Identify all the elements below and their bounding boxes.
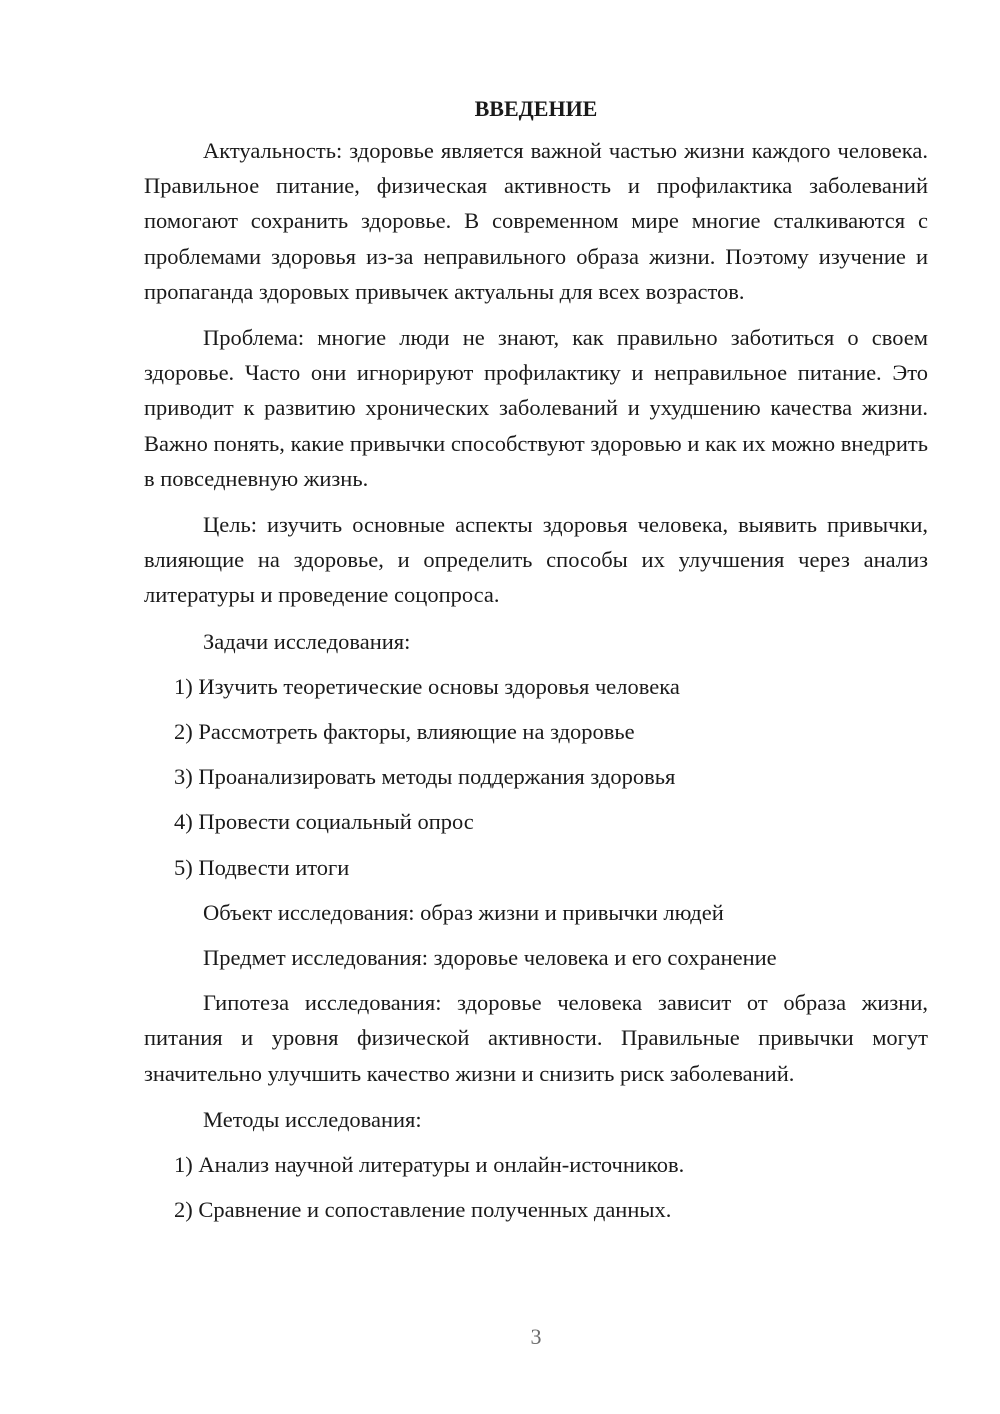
- method-item: 1) Анализ научной литературы и онлайн-источников.: [174, 1152, 685, 1178]
- task-item: 3) Проанализировать методы поддержания здоровья: [174, 764, 676, 790]
- problem-paragraph: Проблема: многие люди не знают, как правильно заботиться о своем здоровье. Часто они игнорируют профилактику и неправильное питание. Это приводит к развитию хронических заболеваний и ухудшению качества жизни. Важно понять, какие привычки способствуют здоровью и как их можно внедрить в повседневную жизнь.: [144, 325, 928, 491]
- page-content: [144, 88, 928, 1237]
- research-subject: Предмет исследования: здоровье человека и его сохранение: [203, 945, 777, 971]
- tasks-list: [144, 669, 928, 885]
- method-item: 2) Сравнение и сопоставление полученных данных.: [174, 1197, 672, 1223]
- research-object: Объект исследования: образ жизни и привычки людей: [203, 899, 724, 925]
- page-title: ВВЕДЕНИЕ: [474, 96, 598, 121]
- methods-list: [144, 1147, 928, 1227]
- task-item: 1) Изучить теоретические основы здоровья человека: [174, 673, 680, 699]
- methods-heading: Методы исследования:: [203, 1106, 422, 1132]
- goal-paragraph: Цель: изучить основные аспекты здоровья человека, выявить привычки, влияющие на здоровье, и определить способы их улучшения через анализ литературы и проведение соцопроса.: [144, 512, 928, 608]
- task-item: 5) Подвести итоги: [174, 854, 350, 880]
- relevance-paragraph: Актуальность: здоровье является важной частью жизни каждого человека. Правильное питание, физическая активность и профилактика заболеваний помогают сохранить здоровье. В современном мире многие сталкиваются с проблемами здоровья из-за неправильного образа жизни. Поэтому изучение и пропаганда здоровых привычек актуальны для всех возрастов.: [144, 138, 928, 304]
- tasks-heading: Задачи исследования:: [203, 628, 411, 654]
- hypothesis-paragraph: Гипотеза исследования: здоровье человека зависит от образа жизни, питания и уровня физической активности. Правильные привычки могут значительно улучшить качество жизни и снизить риск заболеваний.: [144, 990, 928, 1086]
- page-number: 3: [530, 1324, 542, 1349]
- task-item: 2) Рассмотреть факторы, влияющие на здоровье: [174, 719, 635, 745]
- task-item: 4) Провести социальный опрос: [174, 809, 474, 835]
